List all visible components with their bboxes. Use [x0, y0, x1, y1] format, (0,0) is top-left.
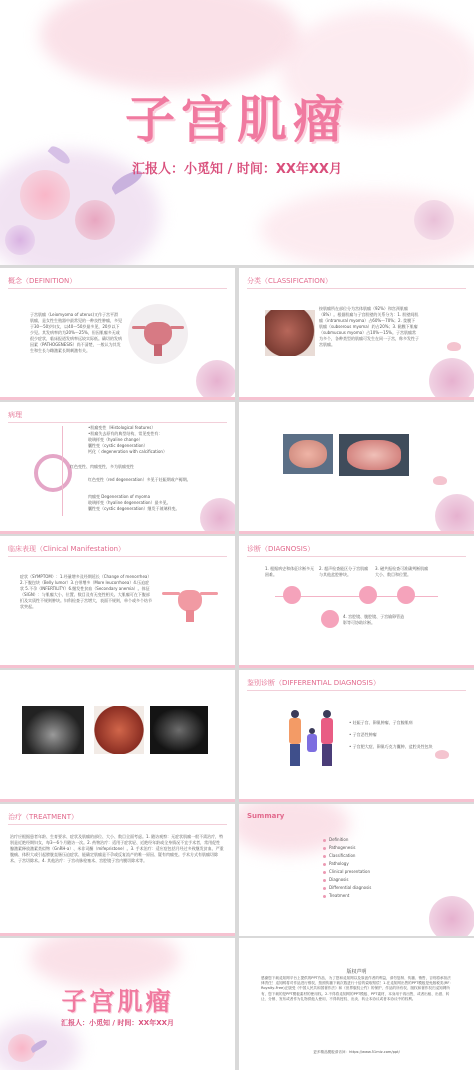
pathology-item: 玻璃样变（hyaline degeneration）最多见。: [88, 500, 171, 505]
copyright-text: 感谢您下载觅知网平台上提供的PPT作品，为了您和觅知网以及原创作者的利益，请勿复制、传播、销售，否则将承担法律责任！觅知网将对作品进行维权，按照传播下载次数进行十倍的索取赔偿！1.在觅知网出售的PPT模板是免版税类(RF：Royalty-Free)正版受《中国人民共和国著作法》和《世界版权公约》的保护，作品的所有权、版权和著作权归觅知网所有，您下载的是PPT模板素材的使用权。2.不得将觅知网的PPT模板、PPT素材，本身用于再出售，或者出租、出借、转让、分销、发布或者作为礼物供他人使用，不得转授权、出卖、转让本协议或者本协议中的权利。: [261, 976, 453, 1001]
footer-bar: [0, 397, 235, 400]
differential-item: • 子宫肥大症、卵巢巧克力囊肿、盆腔炎性包块: [349, 744, 433, 749]
treatment-text: 治疗应根据患者年龄、生育要求、症状及肌瘤的部位、大小、数目全面考虑。1. 随访观察：无症状肌瘤一般不需治疗，特别是近绝经期妇女，每3～6个月随访一次。2. 药物治疗：适用于症状轻、近绝经年龄或全身情况不宜手术者，常用促性腺激素释放激素类似物（GnRH-a）、米非司酮（mifepristone）。3. 手术治疗：适应症包括月经过多致继发贫血、严重腹痛、体积大或引起膀胱直肠压迫症状、能确定肌瘤是不孕或反复流产的唯一原因、疑有肉瘤变。手术方式有肌瘤切除术、子宫切除术。4. 其他治疗：子宫动脉栓塞术、宫腔镜子宫内膜切除术等。: [10, 834, 224, 863]
footer-bar: [239, 397, 474, 400]
differential-item: • 妊娠子宫、卵巢肿瘤、子宫腺肌病: [349, 720, 413, 725]
flower-decoration: [5, 225, 35, 255]
flower-decoration: [200, 498, 235, 534]
pathology-circle-text: 红色变性、肉瘤变性，多为肌瘤变性: [70, 464, 134, 469]
specimen-photo: [265, 310, 315, 356]
footer-bar: [0, 665, 235, 668]
bird-icon: [447, 342, 461, 351]
flower-decoration: [435, 494, 474, 534]
copyright-link[interactable]: 更多精品模板请访问：https://www.51miz.com/ppt/: [313, 1050, 400, 1054]
watercolor-wash: [30, 938, 180, 988]
treatment-slide[interactable]: [0, 804, 235, 936]
pathology-item: 钙化（ degeneration with calcification）: [88, 449, 167, 454]
flower-decoration: [429, 358, 474, 400]
footer-bar: [0, 799, 235, 802]
ultrasound-slide[interactable]: [0, 670, 235, 802]
diagnosis-step: 1. 根据病史和体征诊断多无困难。: [265, 566, 315, 577]
header-divider: [247, 556, 466, 557]
header-divider: [8, 556, 227, 557]
flower-decoration: [429, 896, 474, 936]
definition-text: 子宫肌瘤（Leiomyoma of uterus)又作子宫平滑肌瘤，是女性生殖器中最常见的一种良性肿瘤，多见于30～50岁妇女，以40～50岁最多见，20岁以下少见。其发病率约为20%～25%，但因肌瘤多无或很少症状，临床报道发病率远较实际低。确切的发病因素（PATHOGENESIS）尚不清楚，一般认为其发生和生长与雌激素长期刺激有关。: [30, 312, 122, 353]
pathology-item: •肌瘤失去原有的典型结构，常见变性有：: [88, 431, 163, 436]
diagnosis-step: 3. 磁共振检查可准确判断肌瘤大小、数目和位置。: [375, 566, 429, 577]
slide-header: 临床表现（Clinical Manifestation）: [8, 545, 126, 553]
clinical-text: 症状（SYMPTOM）：1.经量增多及经期延长（Change of menorrhea）2.下腹包块（Belly lumor）3.白带增多（More leucorrhoea）4.压迫症状 5.不孕（INFERTILITY）6.继发性贫血（Secondary anemia）。体征（SIGN）：与肌瘤大小、位置、数目及有无变性相关。大肌瘤可在下腹部扪及实质性不规则肿块。妇科检查子宫增大，表面不规则，单个或多个结节状突起。: [20, 574, 152, 609]
footer-bar: [239, 531, 474, 534]
pathology-item: 红色变性（red degeneration）多见于妊娠期或产褥期。: [88, 477, 191, 482]
pathology-item: 囊性变（cystic degeneration）继发于玻璃样变。: [88, 506, 180, 511]
slide-header: Summary: [247, 812, 285, 820]
summary-item: Treatment: [323, 892, 371, 900]
differential-slide[interactable]: [239, 670, 474, 802]
bird-icon: [435, 750, 449, 759]
summary-list: [323, 836, 371, 900]
footer-bar: [0, 531, 235, 534]
pathology-item: 囊性变（cystic degeneration）: [88, 443, 148, 448]
summary-item: Diagnosis: [323, 876, 371, 884]
cover-slide[interactable]: [0, 0, 474, 265]
cover-title: 子宫肌瘤: [125, 91, 349, 149]
copyright-slide[interactable]: [239, 938, 474, 1070]
diagnosis-step: 4. 宫腔镜、腹腔镜、子宫输卵管造影等可协助诊断。: [343, 614, 405, 625]
closing-title: 子宫肌瘤: [61, 987, 174, 1016]
specimen-photo: [94, 706, 144, 754]
classification-slide[interactable]: [239, 268, 474, 400]
flower-decoration: [75, 200, 115, 240]
classification-text: 按肌瘤所在部位分为宫体肌瘤（92%）和宫颈肌瘤（8%）。根据肌瘤与子宫肌壁的关系分为：1. 肌壁间肌瘤（intramural myoma）占60%～70%；2. 浆膜下肌瘤（subserous myoma）约占20%；3. 黏膜下肌瘤（submucous myoma）占10%～15%。子宫肌瘤常为多个，各种类型的肌瘤可发生在同一子宫，称多发性子宫肌瘤。: [319, 306, 419, 347]
specimen-photo: [339, 434, 409, 476]
step-icon: [321, 610, 339, 628]
pathology-item: 玻璃样变（hyaline change）: [88, 437, 143, 442]
people-illustration: [287, 706, 339, 772]
ultrasound-image: [150, 706, 208, 754]
specimen-photo: [283, 434, 333, 474]
slide-header: 鉴别诊断（DIFFERENTIAL DIAGNOSIS）: [247, 679, 380, 687]
pathology-slide[interactable]: [0, 402, 235, 534]
footer-bar: [239, 665, 474, 668]
slide-header: 治疗（TREATMENT）: [8, 813, 79, 821]
pathology-item: •肌瘤变性（Histological features）: [88, 425, 156, 430]
watercolor-wash: [40, 0, 300, 90]
ultrasound-image: [22, 706, 84, 754]
summary-item: Differential diagnosis: [323, 884, 371, 892]
slide-header: 分类（CLASSIFICATION）: [247, 277, 332, 285]
summary-item: Classification: [323, 852, 371, 860]
summary-slide[interactable]: [239, 804, 474, 936]
definition-slide[interactable]: [0, 268, 235, 400]
step-icon: [397, 586, 415, 604]
closing-slide[interactable]: [0, 938, 235, 1070]
header-divider: [247, 690, 466, 691]
header-divider: [8, 824, 227, 825]
flower-decoration: [196, 360, 235, 400]
summary-item: Pathogenesis: [323, 844, 371, 852]
pathology-item: 肉瘤变 Degeneration of myoma: [88, 494, 151, 499]
step-icon: [283, 586, 301, 604]
bird-icon: [433, 476, 447, 485]
step-icon: [359, 586, 377, 604]
summary-item: Definition: [323, 836, 371, 844]
footer-bar: [0, 933, 235, 936]
flower-decoration: [414, 200, 454, 240]
connector-line: [62, 426, 83, 516]
footer-bar: [239, 799, 474, 802]
uterus-illustration: [160, 584, 220, 628]
summary-item: Pathology: [323, 860, 371, 868]
slide-header: 概念（DEFINITION）: [8, 277, 77, 285]
pathology-photos-slide[interactable]: [239, 402, 474, 534]
flower-decoration: [20, 170, 70, 220]
diagnosis-slide[interactable]: [239, 536, 474, 668]
header-divider: [8, 288, 227, 289]
header-divider: [247, 288, 466, 289]
differential-item: • 子宫恶性肿瘤: [349, 732, 377, 737]
slide-header: 诊断（DIAGNOSIS）: [247, 545, 315, 553]
slide-header: 病理: [8, 411, 22, 419]
uterus-diagram: [128, 304, 188, 364]
summary-item: Clinical presentation: [323, 868, 371, 876]
closing-subtitle: 汇报人：小觅知 / 时间：XX年XX月: [60, 1019, 175, 1027]
header-divider: [8, 422, 227, 423]
cover-subtitle: 汇报人：小觅知 / 时间：XX年XX月: [132, 162, 342, 177]
copyright-title: 版权声明: [346, 969, 367, 975]
clinical-slide[interactable]: [0, 536, 235, 668]
diagnosis-step: 2. 超声检查能区分子宫肌瘤与其他盆腔肿块。: [319, 566, 369, 577]
